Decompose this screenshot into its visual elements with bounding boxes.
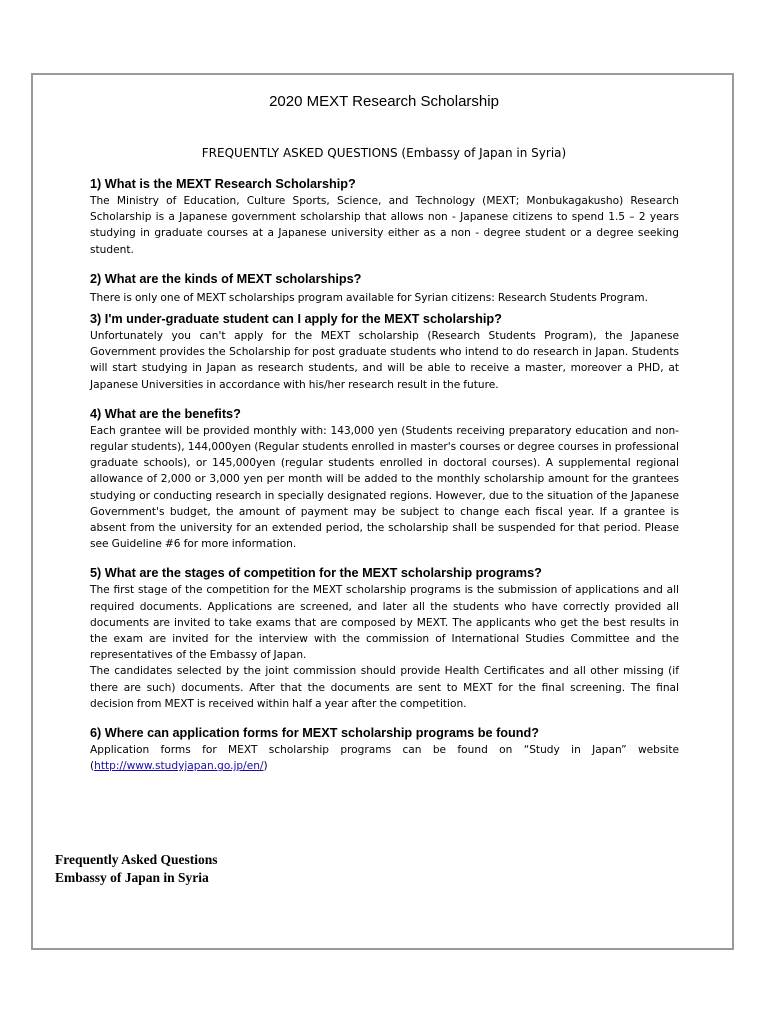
faq-question: 1) What is the MEXT Research Scholarship? <box>90 177 356 191</box>
footer-line-1: Frequently Asked Questions <box>55 852 218 867</box>
faq-answer: Each grantee will be provided monthly with: 143,000 yen (Students receiving preparatory education and non-regular students), 144,000yen (Regular students enrolled in master's courses or degree courses in professional graduate schools), or 145,000yen (regular students enrolled in doctoral courses). A supplemental regional allowance of 2,000 or 3,000 yen per month will be added to the monthly scholarship amount for the grantees studying or conducting research in specially designated regions. However, due to the situation of the Japanese Government's budget, the amount of payment may be subject to change each fiscal year. If a grantee is absent from the university for an extended period, the scholarship shall be suspended for that period. Please see Guideline #6 for more information. <box>90 424 679 551</box>
faq-subtitle: FREQUENTLY ASKED QUESTIONS (Embassy of Japan in Syria) <box>201 146 567 160</box>
faq-answer: The Ministry of Education, Culture Sports, Science, and Technology (MEXT; Monbukagakusho) Research Scholarship is a Japanese government scholarship that allows non - Japanese citizens to spend 1.5 – 2 years studying in graduate courses at a Japanese university either as a non - degree student or a degree seeking student. <box>90 195 679 256</box>
faq-answer <box>90 742 679 774</box>
faq-question: 5) What are the stages of competition for the MEXT scholarship programs? <box>90 566 542 581</box>
faq-question: 4) What are the benefits? <box>90 406 241 421</box>
faq-item-4 <box>90 407 679 553</box>
footer-signature <box>55 851 218 887</box>
faq-item-6 <box>90 726 679 774</box>
faq-answer: The first stage of the competition for the MEXT scholarship programs is the submission of applications and all required documents. Applications are screened, and later all the students who have correctly provided all documents are invited to take exams that are composed by MEXT. The applicants who get the best results in the exam are invited for the interview with the commission of International Studies Committee and the representatives of the Embassy of Japan. <box>90 584 679 662</box>
faq-item-3 <box>90 312 679 393</box>
answer-suffix: ) <box>263 760 268 773</box>
faq-answer-continued: The candidates selected by the joint commission should provide Health Certificates and all other missing (if there are such) documents. After that the documents are sent to MEXT for the final screening. The final decision from MEXT is received within half a year after the competition. <box>90 665 679 710</box>
footer-line-2: Embassy of Japan in Syria <box>55 870 209 885</box>
faq-item-1 <box>90 177 679 258</box>
faq-question: 2) What are the kinds of MEXT scholarships? <box>90 271 362 286</box>
faq-question: 6) Where can application forms for MEXT scholarship programs be found? <box>90 726 540 741</box>
faq-answer: There is only one of MEXT scholarships program available for Syrian citizens: Research Students Program. <box>90 291 648 304</box>
faq-item-5 <box>90 566 679 712</box>
answer-prefix: Application forms for MEXT scholarship programs can be found on “Study in Japan” website ( <box>90 744 679 773</box>
faq-answer: Unfortunately you can't apply for the MEXT scholarship (Research Students Program), the Japanese Government provides the Scholarship for post graduate students who intend to do research in Japan. Students will start studying in Japan as research students, and will be able to receive a master, moreover a PHD, at Japanese Universities in accordance with his/her research result in the future. <box>90 330 679 391</box>
document-title: 2020 MEXT Research Scholarship <box>269 93 499 110</box>
faq-content <box>90 177 679 774</box>
faq-item-2 <box>90 272 679 306</box>
study-in-japan-link[interactable]: http://www.studyjapan.go.jp/en/ <box>94 760 264 773</box>
faq-question: 3) I'm under-graduate student can I apply for the MEXT scholarship? <box>90 312 502 327</box>
